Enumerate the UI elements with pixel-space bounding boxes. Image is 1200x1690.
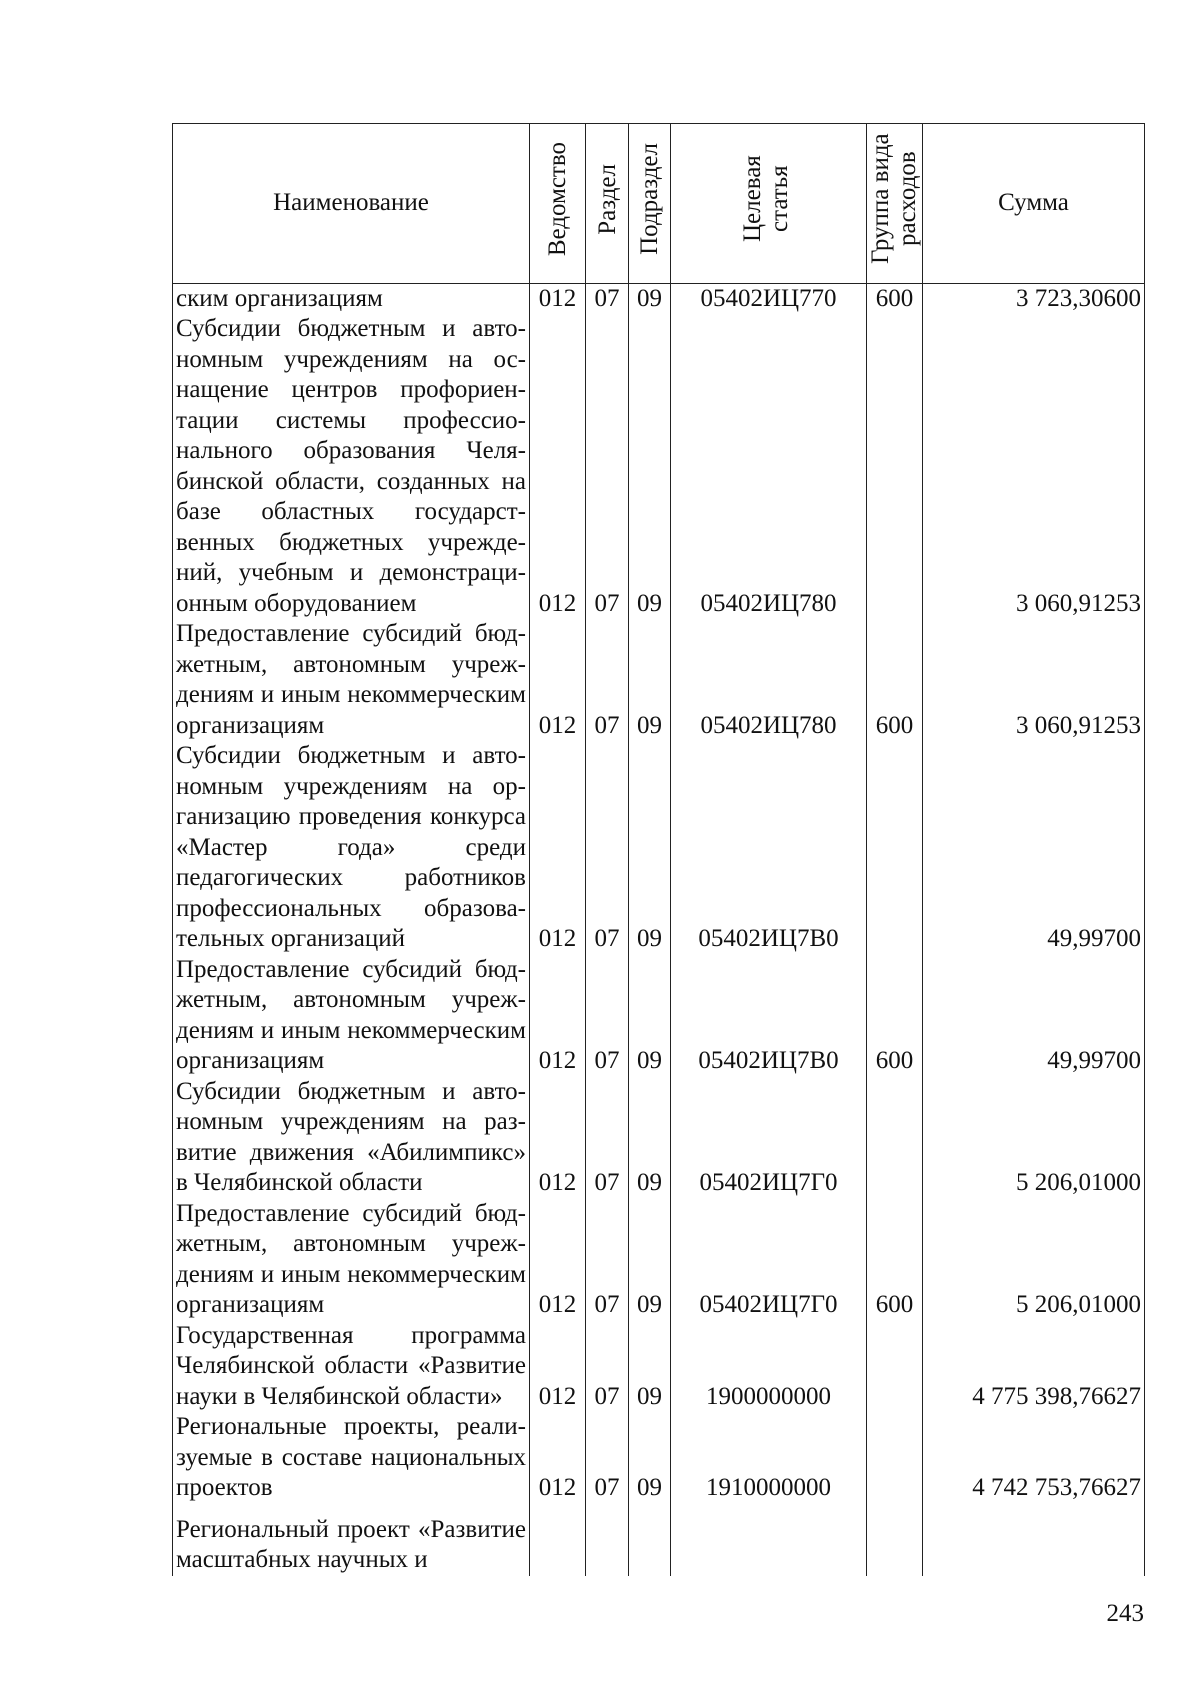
row-summa: 5 206,01000 xyxy=(923,1077,1145,1199)
row-tselevaya-statya: 05402ИЦ7В0 xyxy=(671,741,867,955)
header-gruppa-vida-raskhodov: Группа вида расходов xyxy=(867,124,923,284)
row-name: Региональные проекты, реализуемые в составе национальных проектов xyxy=(173,1412,530,1504)
row-summa: 49,99700 xyxy=(923,741,1145,955)
header-summa: Сумма xyxy=(923,124,1145,284)
row-gruppa-vida xyxy=(867,314,923,619)
row-tselevaya-statya: 05402ИЦ7В0 xyxy=(671,955,867,1077)
row-gruppa-vida xyxy=(867,1504,923,1576)
row-razdel: 07 xyxy=(586,1077,629,1199)
row-podrazdel: 09 xyxy=(629,1077,671,1199)
row-vedomstvo: 012 xyxy=(530,741,586,955)
row-gruppa-vida xyxy=(867,741,923,955)
row-summa: 5 206,01000 xyxy=(923,1199,1145,1321)
row-summa: 3 060,91253 xyxy=(923,619,1145,741)
row-name: Субсидии бюджетным и автономным учреждениям на развитие движения «Абилимпикс» в Челябинской области xyxy=(173,1077,530,1199)
row-gruppa-vida: 600 xyxy=(867,619,923,741)
row-vedomstvo: 012 xyxy=(530,283,586,314)
row-gruppa-vida xyxy=(867,1077,923,1199)
table-row xyxy=(173,955,1145,1077)
row-razdel: 07 xyxy=(586,619,629,741)
header-tselevaya-statya: Целевая статья xyxy=(671,124,867,284)
row-gruppa-vida xyxy=(867,1321,923,1413)
row-summa: 4 742 753,76627 xyxy=(923,1412,1145,1504)
row-name: Предоставление субсидий бюджетным, автономным учреждениям и иным некоммерческим организациям xyxy=(173,1199,530,1321)
row-tselevaya-statya: 05402ИЦ7Г0 xyxy=(671,1077,867,1199)
row-vedomstvo: 012 xyxy=(530,1199,586,1321)
row-summa: 3 723,30600 xyxy=(923,283,1145,314)
row-vedomstvo: 012 xyxy=(530,1077,586,1199)
row-podrazdel: 09 xyxy=(629,741,671,955)
row-gruppa-vida xyxy=(867,1412,923,1504)
row-vedomstvo: 012 xyxy=(530,955,586,1077)
header-razdel: Раздел xyxy=(586,124,629,284)
row-podrazdel: 09 xyxy=(629,314,671,619)
row-podrazdel xyxy=(629,1504,671,1576)
row-tselevaya-statya: 05402ИЦ770 xyxy=(671,283,867,314)
table-row xyxy=(173,619,1145,741)
row-vedomstvo xyxy=(530,1504,586,1576)
row-summa: 3 060,91253 xyxy=(923,314,1145,619)
row-gruppa-vida: 600 xyxy=(867,283,923,314)
page-number: 243 xyxy=(1106,1600,1144,1627)
header-vedomstvo: Ведомство xyxy=(530,124,586,284)
budget-table xyxy=(172,123,1145,1576)
row-razdel: 07 xyxy=(586,955,629,1077)
row-name: Предоставление субсидий бюджетным, автономным учреждениям и иным некоммерческим организациям xyxy=(173,619,530,741)
row-podrazdel: 09 xyxy=(629,283,671,314)
row-podrazdel: 09 xyxy=(629,619,671,741)
table-row xyxy=(173,1199,1145,1321)
header-podrazdel: Подраздел xyxy=(629,124,671,284)
row-tselevaya-statya xyxy=(671,1504,867,1576)
row-tselevaya-statya: 05402ИЦ7Г0 xyxy=(671,1199,867,1321)
row-summa: 4 775 398,76627 xyxy=(923,1321,1145,1413)
row-podrazdel: 09 xyxy=(629,1321,671,1413)
row-vedomstvo: 012 xyxy=(530,314,586,619)
row-podrazdel: 09 xyxy=(629,1199,671,1321)
table-row xyxy=(173,1321,1145,1413)
row-podrazdel: 09 xyxy=(629,955,671,1077)
row-tselevaya-statya: 05402ИЦ780 xyxy=(671,619,867,741)
row-razdel: 07 xyxy=(586,283,629,314)
row-name: Предоставление субсидий бюджетным, автономным учреждениям и иным некоммерческим организациям xyxy=(173,955,530,1077)
row-name: Субсидии бюджетным и автономным учреждениям на организацию проведения конкурса «Мастер года» среди педагогических работников профессиональных образовательных организаций xyxy=(173,741,530,955)
row-razdel: 07 xyxy=(586,1199,629,1321)
row-gruppa-vida: 600 xyxy=(867,1199,923,1321)
table-row xyxy=(173,1412,1145,1504)
header-name: Наименование xyxy=(173,124,530,284)
table-row xyxy=(173,1077,1145,1199)
row-razdel: 07 xyxy=(586,1321,629,1413)
row-summa: 49,99700 xyxy=(923,955,1145,1077)
row-razdel: 07 xyxy=(586,741,629,955)
row-vedomstvo: 012 xyxy=(530,1321,586,1413)
row-razdel: 07 xyxy=(586,1412,629,1504)
row-tselevaya-statya: 05402ИЦ780 xyxy=(671,314,867,619)
row-vedomstvo: 012 xyxy=(530,1412,586,1504)
table-row xyxy=(173,741,1145,955)
row-name: Государственная программа Челябинской области «Развитие науки в Челябинской области» xyxy=(173,1321,530,1413)
row-tselevaya-statya: 1900000000 xyxy=(671,1321,867,1413)
table-header-row xyxy=(173,124,1145,284)
row-gruppa-vida: 600 xyxy=(867,955,923,1077)
row-tselevaya-statya: 1910000000 xyxy=(671,1412,867,1504)
table-row xyxy=(173,314,1145,619)
row-name: Субсидии бюджетным и автономным учреждениям на оснащение центров профориентации системы профессионального образования Челябинской области, созданных на базе областных государственных бюджетных учреждений, учебным и демонстрационным оборудованием xyxy=(173,314,530,619)
row-name: ским организациям xyxy=(173,283,530,314)
row-podrazdel: 09 xyxy=(629,1412,671,1504)
row-razdel: 07 xyxy=(586,314,629,619)
table-row xyxy=(173,1504,1145,1576)
row-razdel xyxy=(586,1504,629,1576)
row-summa xyxy=(923,1504,1145,1576)
row-vedomstvo: 012 xyxy=(530,619,586,741)
table-row xyxy=(173,283,1145,314)
row-name: Региональный проект «Развитие масштабных научных и xyxy=(173,1504,530,1576)
